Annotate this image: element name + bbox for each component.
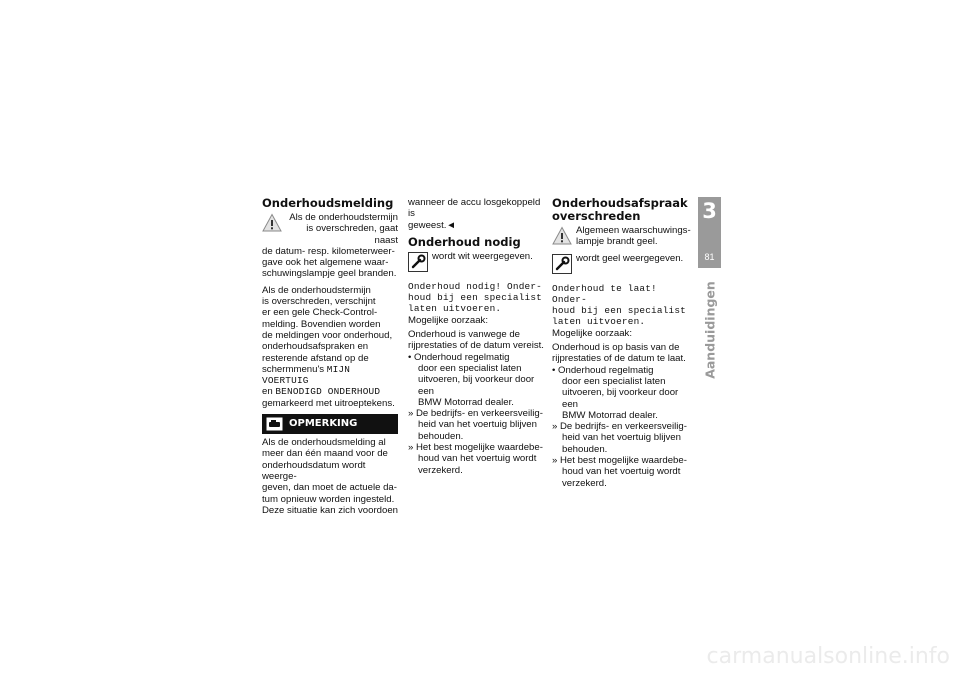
heading-onderhoud-nodig: Onderhoud nodig xyxy=(408,234,521,249)
display-message xyxy=(408,281,548,315)
text-line: gemarkeerd met uitroeptekens. xyxy=(262,397,395,409)
text-line: gave ook het algemene waar- xyxy=(262,257,389,269)
text-line: schuwingslampje geel branden. xyxy=(262,268,397,280)
warning-text xyxy=(576,225,691,248)
menu-name: BENODIGD ONDERHOUD xyxy=(275,386,381,398)
text-line: • Onderhoud regelmatig xyxy=(552,364,654,376)
heading-onderhoudsmelding: Onderhoudsmelding xyxy=(262,196,394,210)
text-span: schermmenu's xyxy=(262,363,325,375)
menu-name: MIJN VOERTUIG xyxy=(262,363,351,387)
text-line: behouden. xyxy=(562,443,608,455)
text-line: Als de onderhoudstermijn xyxy=(262,284,371,296)
text-line: geweest.◄ xyxy=(408,219,456,231)
text-line: houd bij een specialist xyxy=(552,305,686,317)
text-line: is overschreden, gaat naast xyxy=(306,223,398,246)
text-line: tum opnieuw worden ingesteld. xyxy=(262,493,395,505)
heading-onderhoudsafspraak xyxy=(552,197,692,223)
text-line: Als de onderhoudstermijn xyxy=(289,212,398,223)
text-line xyxy=(262,386,398,397)
text-line: uitvoeren, bij voorkeur door een xyxy=(562,387,679,410)
text-line: laten uitvoeren. xyxy=(408,303,502,315)
text-line: Mogelijke oorzaak: xyxy=(408,314,488,326)
paragraph xyxy=(262,285,398,409)
text-line: rijprestaties of de datum te laat. xyxy=(552,353,686,365)
warning-triangle-icon xyxy=(552,226,572,246)
text-line: door een specialist laten xyxy=(562,375,666,387)
text-line: behouden. xyxy=(418,430,464,442)
text-line: rijprestaties of de datum vereist. xyxy=(408,340,544,352)
text-line: » De bedrijfs- en verkeersveilig- xyxy=(408,408,543,420)
text-line: de datum- resp. kilometerweer- xyxy=(262,245,395,257)
text-line: Deze situatie kan zich voordoen xyxy=(262,504,398,516)
chapter-title: Aanduidingen xyxy=(702,281,718,379)
warning-row xyxy=(262,212,398,246)
text-line: Onderhoud is op basis van de xyxy=(552,342,680,354)
text-line: » De bedrijfs- en verkeersveilig- xyxy=(552,421,687,433)
display-message xyxy=(552,283,692,328)
text-line: wanneer de accu losgekoppeld is xyxy=(408,197,541,220)
text-line: uitvoeren, bij voorkeur door een xyxy=(418,374,535,397)
text-line: verzekerd. xyxy=(562,477,607,489)
text-line: BMW Motorrad dealer. xyxy=(562,409,658,421)
text-line: Mogelijke oorzaak: xyxy=(552,327,632,339)
text-line: resterende afstand op de xyxy=(262,352,369,364)
text-line: Onderhoud is vanwege de xyxy=(408,329,521,341)
text-line: laten uitvoeren. xyxy=(552,316,646,328)
column-3 xyxy=(552,197,692,489)
text-line: » Het best mogelijke waardebe- xyxy=(552,455,687,467)
column-1 xyxy=(262,197,398,516)
text-line: houd bij een specialist xyxy=(408,292,542,304)
column-2 xyxy=(408,197,548,476)
page-number: 81 xyxy=(704,252,715,262)
text-line xyxy=(262,364,398,387)
text-line: wordt geel weergegeven. xyxy=(576,252,684,264)
text-line: • Onderhoud regelmatig xyxy=(408,351,510,363)
wrench-row xyxy=(408,251,548,272)
text-line: Onderhoud nodig! Onder- xyxy=(408,280,542,292)
text-line: meer dan één maand voor de xyxy=(262,448,388,460)
warning-text xyxy=(286,212,398,246)
text-line: geven, dan moet de actuele da- xyxy=(262,482,397,494)
text-line: heid van het voertuig blijven xyxy=(418,419,537,431)
text-line: onderhoudsdatum wordt weerge- xyxy=(262,459,366,482)
text-line: Algemeen waarschuwings- xyxy=(576,225,691,236)
text-line: Onderhoud te laat! Onder- xyxy=(552,282,657,305)
wrench-icon xyxy=(408,252,428,272)
text-line: door een specialist laten xyxy=(418,362,522,374)
text-line: heid van het voertuig blijven xyxy=(562,432,681,444)
text-line: BMW Motorrad dealer. xyxy=(418,396,514,408)
text-line: » Het best mogelijke waardebe- xyxy=(408,442,543,454)
text-line: melding. Bovendien worden xyxy=(262,318,381,330)
heading-line: Onderhoudsafspraak xyxy=(552,196,688,210)
text-line: wordt wit weergegeven. xyxy=(432,250,533,262)
warning-triangle-icon xyxy=(262,213,282,233)
note-hand-icon xyxy=(266,417,283,431)
heading-line: overschreden xyxy=(552,209,641,223)
note-bar xyxy=(262,414,398,434)
text-line: is overschreden, verschijnt xyxy=(262,296,376,308)
text-line: er een gele Check-Control- xyxy=(262,307,378,319)
text-line: Als de onderhoudsmelding al xyxy=(262,437,386,449)
text-span: en xyxy=(262,386,273,398)
chapter-number: 3 xyxy=(702,199,717,223)
note-text xyxy=(262,437,398,516)
text-line: lampje brandt geel. xyxy=(576,236,658,248)
text-line: verzekerd. xyxy=(418,464,463,476)
text-line: onderhoudsafspraken en xyxy=(262,341,369,353)
chapter-tab xyxy=(698,197,721,268)
text-line: houd van het voertuig wordt xyxy=(418,453,537,465)
watermark: carmanualsonline.info xyxy=(706,644,950,669)
text-line: de meldingen voor onderhoud, xyxy=(262,329,393,341)
wrench-icon xyxy=(552,254,572,274)
wrench-row xyxy=(552,253,692,274)
warning-row xyxy=(552,225,692,248)
note-label: OPMERKING xyxy=(289,418,358,430)
text-line: houd van het voertuig wordt xyxy=(562,466,681,478)
